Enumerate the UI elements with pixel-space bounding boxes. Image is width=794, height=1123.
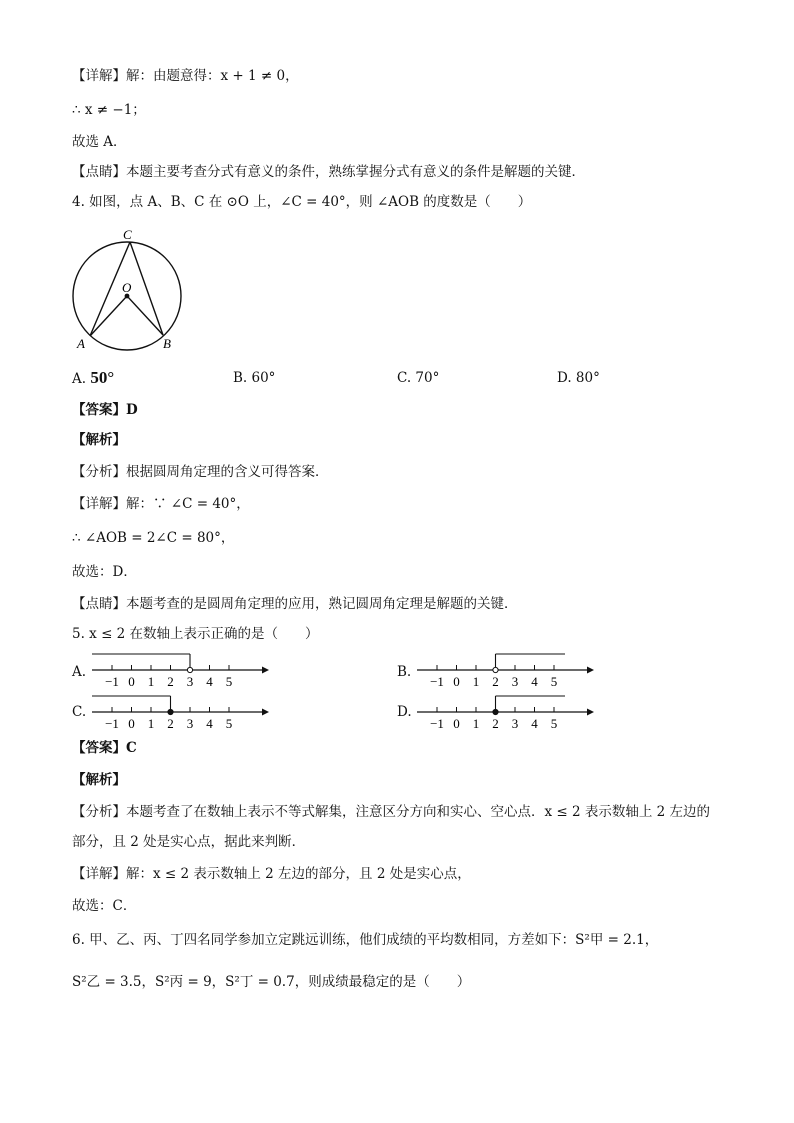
- number-line-c: [90, 690, 270, 730]
- q4-answer: 【答案】D: [72, 402, 138, 418]
- q3-comment: 【点睛】本题主要考查分式有意义的条件，熟练掌握分式有意义的条件是解题的关键．: [72, 164, 585, 180]
- tick-label: 2: [492, 716, 499, 730]
- q5-question: 5. x ≤ 2 在数轴上表示正确的是（ ）: [72, 626, 319, 642]
- tick-label: 3: [186, 716, 194, 730]
- tick-label: 0: [128, 674, 135, 688]
- q5-analysis-head: 【解析】: [72, 772, 126, 788]
- q4-option-b: B. 60°: [233, 370, 276, 386]
- q3-therefore: ∴ x ≠ −1；: [72, 102, 146, 118]
- tick-label: 4: [206, 716, 213, 730]
- q4-analysis: 【分析】根据圆周角定理的含义可得答案．: [72, 464, 329, 480]
- tick-label: 2: [167, 674, 174, 688]
- q5-letter-d: D.: [397, 704, 412, 720]
- tick-label: 5: [550, 674, 558, 688]
- tick-label: 5: [225, 716, 233, 730]
- hollow-point: [493, 667, 498, 672]
- number-line-a: [90, 648, 270, 688]
- q5-letter-b: B.: [397, 664, 412, 680]
- q5-answer: 【答案】C: [72, 740, 137, 756]
- q4-option-a: [72, 368, 114, 389]
- q4-option-d: D. 80°: [557, 370, 600, 386]
- tick-label: 1: [147, 716, 155, 730]
- q5-analysis-2: 部分，且 2 处是实心点，据此来判断．: [72, 834, 306, 850]
- number-line-b: [415, 648, 595, 688]
- chord-cb: [130, 242, 163, 335]
- tick-label: 0: [128, 716, 135, 730]
- q3-detail: 【详解】解：由题意得：x + 1 ≠ 0，: [72, 68, 299, 84]
- q4-therefore: ∴ ∠AOB = 2∠C = 80°，: [72, 530, 235, 546]
- axis-arrow: [262, 709, 269, 716]
- label-b: B: [163, 336, 171, 351]
- q5-letter-a: A.: [72, 664, 87, 680]
- label-a: A: [77, 336, 85, 351]
- q4-option-c: C. 70°: [397, 370, 440, 386]
- q4-analysis-head: 【解析】: [72, 432, 126, 448]
- q5-choice: 故选：C．: [72, 898, 137, 914]
- tick-label: 3: [511, 716, 519, 730]
- q5-analysis-1: 【分析】本题考查了在数轴上表示不等式解集，注意区分方向和实心、空心点．x ≤ 2 表示数轴上 2 左边的: [72, 804, 711, 820]
- tick-label: 4: [206, 674, 213, 688]
- q6-question-line-2: S²乙 = 3.5，S²丙 = 9，S²丁 = 0.7，则成绩最稳定的是（ ）: [72, 974, 471, 990]
- q4-option-a-value: 50°: [90, 368, 115, 387]
- q4-option-a-letter: A.: [72, 371, 87, 387]
- tick-label: 0: [453, 716, 460, 730]
- label-o: O: [122, 280, 132, 295]
- tick-label: 3: [186, 674, 194, 688]
- tick-label: 4: [531, 674, 538, 688]
- q4-circle-figure: [60, 222, 200, 356]
- tick-label: 5: [550, 716, 558, 730]
- radius-oa: [90, 296, 127, 336]
- tick-label: −1: [105, 716, 119, 730]
- q4-question: 4. 如图，点 A、B、C 在 ⊙O 上，∠C = 40°，则 ∠AOB 的度数是（ ）: [72, 194, 532, 210]
- q4-choice: 故选：D．: [72, 564, 137, 580]
- tick-label: −1: [430, 674, 444, 688]
- tick-label: 4: [531, 716, 538, 730]
- hollow-point: [187, 667, 192, 672]
- solid-point: [168, 709, 173, 714]
- q5-detail: 【详解】解：x ≤ 2 表示数轴上 2 左边的部分，且 2 处是实心点，: [72, 866, 471, 882]
- number-line-d: [415, 690, 595, 730]
- axis-arrow: [587, 709, 594, 716]
- q4-detail: 【详解】解：∵ ∠C = 40°，: [72, 496, 250, 512]
- tick-label: 1: [472, 716, 480, 730]
- tick-label: 1: [147, 674, 155, 688]
- tick-label: 3: [511, 674, 519, 688]
- tick-label: 2: [167, 716, 174, 730]
- q3-choice: 故选 A．: [72, 134, 127, 150]
- tick-label: 2: [492, 674, 499, 688]
- tick-label: −1: [430, 716, 444, 730]
- axis-arrow: [262, 667, 269, 674]
- tick-label: 0: [453, 674, 460, 688]
- axis-arrow: [587, 667, 594, 674]
- q6-question-line-1: 6. 甲、乙、丙、丁四名同学参加立定跳远训练，他们成绩的平均数相同，方差如下：S²甲 = 2.1，: [72, 932, 659, 948]
- radius-ob: [127, 296, 163, 335]
- q5-letter-c: C.: [72, 704, 87, 720]
- label-c: C: [123, 227, 132, 242]
- tick-label: 1: [472, 674, 480, 688]
- solid-point: [493, 709, 498, 714]
- tick-label: −1: [105, 674, 119, 688]
- tick-label: 5: [225, 674, 233, 688]
- q4-comment: 【点睛】本题考查的是圆周角定理的应用，熟记圆周角定理是解题的关键．: [72, 596, 518, 612]
